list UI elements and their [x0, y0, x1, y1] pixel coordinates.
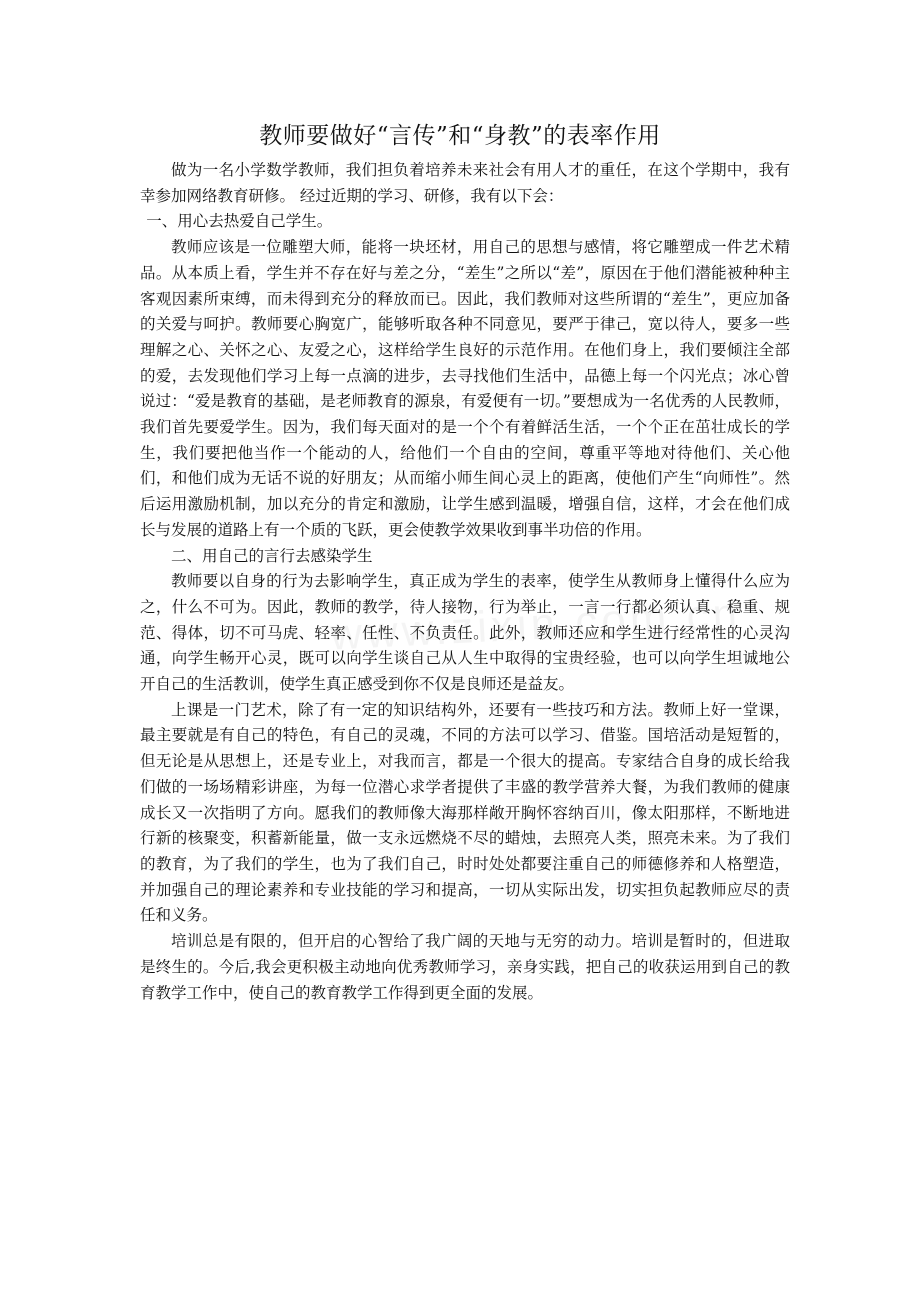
- document-title: 教师要做好“言传”和“身教”的表率作用: [259, 123, 661, 149]
- document-body: [140, 158, 790, 1006]
- closing-paragraph: 培训总是有限的，但开启的心智给了我广阔的天地与无穷的动力。培训是暂时的，但进取是终生的。今后,我会更积极主动地向优秀教师学习，亲身实践，把自己的收获运用到自己的教育教学工作中，使自己的教育教学工作得到更全面的发展。: [140, 932, 790, 1002]
- section-1-paragraph: 教师应该是一位雕塑大师，能将一块坯材，用自己的思想与感情，将它雕塑成一件艺术精品。从本质上看，学生并不存在好与差之分，“差生”之所以“差”，原因在于他们潜能被种种主客观因素所束缚，而未得到充分的释放而已。因此，我们教师对这些所谓的“差生”，更应加备的关爱与呵护。教师要心胸宽广，能够听取各种不同意见，要严于律己，宽以待人，要多一些理解之心、关怀之心、友爱之心，这样给学生良好的示范作用。在他们身上，我们要倾注全部的爱，去发现他们学习上每一点滴的进步，去寻找他们生活中，品德上每一个闪光点；冰心曾说过：“爱是教育的基础，是老师教育的源泉，有爱便有一切。”要想成为一名优秀的人民教师，我们首先要爱学生。因为，我们每天面对的是一个个有着鲜活生活，一个个正在茁壮成长的学生，我们要把他当作一个能动的人，给他们一个自由的空间，尊重平等地对待他们、关心他们，和他们成为无话不说的好朋友；从而缩小师生间心灵上的距离，使他们产生“向师性”。然后运用激励机制，加以充分的肯定和激励，让学生感到温暖，增强自信，这样，才会在他们成长与发展的道路上有一个质的飞跃，更会使教学效果收到事半功倍的作用。: [140, 238, 790, 539]
- section-heading-1: 一、用心去热爱自己学生。: [146, 212, 333, 231]
- section-2-paragraph: 教师要以自身的行为去影响学生，真正成为学生的表率，使学生从教师身上懂得什么应为之，什么不可为。因此，教师的教学，待人接物，行为举止，一言一行都必须认真、稳重、规范、得体，切不可马虎、轻率、任性、不负责任。此外，教师还应和学生进行经常性的心灵沟通，向学生畅开心灵，既可以向学生谈自己从人生中取得的宝贵经验，也可以向学生坦诚地公开自己的生活教训，使学生真正感受到你不仅是良师还是益友。: [140, 572, 790, 694]
- intro-paragraph: 做为一名小学数学教师，我们担负着培养未来社会有用人才的重任，在这个学期中，我有幸参加网络教育研修。 经过近期的学习、研修，我有以下会：: [140, 161, 790, 205]
- section-2-paragraph-2: 上课是一门艺术，除了有一定的知识结构外，还要有一些技巧和方法。教师上好一堂课，最主要就是有自己的特色，有自己的灵魂，不同的方法可以学习、借鉴。国培活动是短暂的，但无论是从思想上，还是专业上，对我而言，都是一个很大的提高。专家结合自身的成长给我们做的一场场精彩讲座，为每一位潜心求学者提供了丰盛的教学营养大餐，为我们教师的健康成长又一次指明了方向。愿我们的教师像大海那样敞开胸怀容纳百川，像太阳那样，不断地进行新的核聚变，积蓄新能量，做一支永远燃烧不尽的蜡烛，去照亮人类，照亮未来。为了我们的教育，为了我们的学生，也为了我们自己，时时处处都要注重自己的师德修养和人格塑造，并加强自己的理论素养和专业技能的学习和提高，一切从实际出发，切实担负起教师应尽的责任和义务。: [140, 700, 790, 925]
- section-heading-2: 二、用自己的言行去感染学生: [171, 546, 373, 565]
